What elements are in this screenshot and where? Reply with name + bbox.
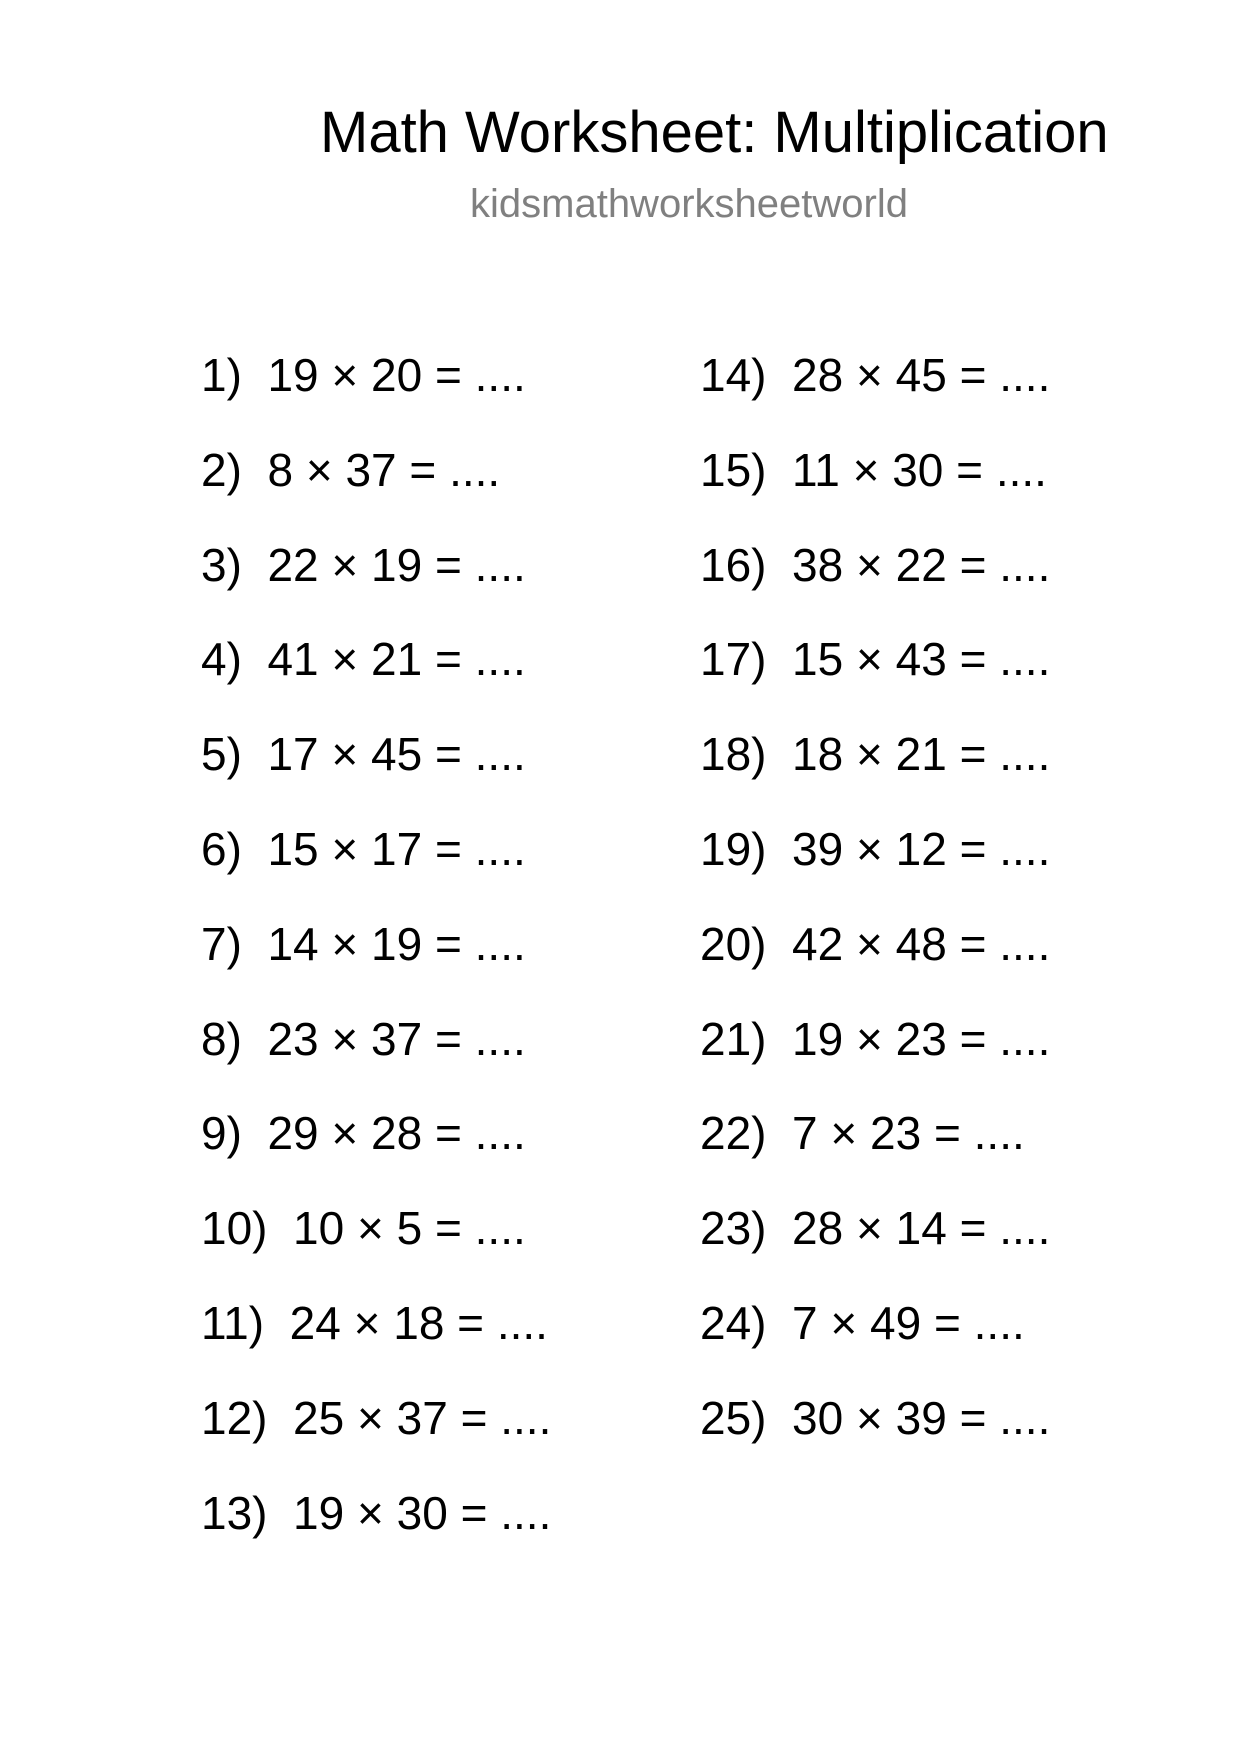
problem-number: 2) (201, 443, 242, 496)
problem-expression: 29 × 28 = .... (267, 1107, 526, 1160)
problem-item (700, 441, 1050, 536)
problem-item (700, 630, 1050, 725)
problem-number: 1) (201, 349, 242, 401)
problem-number: 3) (201, 538, 242, 591)
problem-expression: 38 × 22 = .... (792, 538, 1051, 591)
problem-item (700, 915, 1050, 1010)
problem-item (201, 915, 551, 1010)
problem-number: 16) (700, 538, 767, 591)
problem-expression: 19 × 20 = .... (267, 349, 526, 401)
problem-item (201, 1104, 551, 1199)
problem-number: 6) (201, 822, 242, 875)
problem-item (201, 536, 551, 631)
problem-expression: 15 × 43 = .... (792, 633, 1051, 686)
problem-expression: 7 × 23 = .... (792, 1107, 1025, 1160)
problem-item (700, 1104, 1050, 1199)
problem-expression: 25 × 37 = .... (293, 1391, 552, 1444)
problem-number: 8) (201, 1012, 242, 1065)
problem-expression: 30 × 39 = .... (792, 1391, 1051, 1444)
problem-column-right (700, 346, 1050, 1484)
problem-number: 23) (700, 1202, 767, 1255)
problem-item (700, 346, 1050, 441)
problem-item (700, 820, 1050, 915)
problem-item (700, 1389, 1050, 1484)
problem-column-left (201, 346, 551, 1578)
worksheet-title: Math Worksheet: Multiplication (320, 100, 1109, 165)
problem-item (201, 1484, 551, 1579)
problem-item (201, 1199, 551, 1294)
problem-expression: 28 × 45 = .... (792, 349, 1051, 401)
problem-item (700, 1294, 1050, 1389)
problem-number: 19) (700, 822, 767, 875)
problem-item (201, 630, 551, 725)
problem-expression: 11 × 30 = .... (792, 443, 1047, 496)
problem-item (201, 346, 551, 441)
problem-expression: 41 × 21 = .... (267, 633, 526, 686)
problem-number: 10) (201, 1202, 268, 1255)
problem-number: 5) (201, 728, 242, 781)
problem-number: 17) (700, 633, 767, 686)
problem-expression: 18 × 21 = .... (792, 728, 1051, 781)
problem-number: 14) (700, 349, 767, 401)
problem-item (201, 1294, 551, 1389)
problem-expression: 19 × 23 = .... (792, 1012, 1051, 1065)
problem-number: 25) (700, 1391, 767, 1444)
worksheet-source: kidsmathworksheetworld (470, 182, 908, 226)
problem-number: 20) (700, 917, 767, 970)
problem-number: 12) (201, 1391, 268, 1444)
problem-expression: 14 × 19 = .... (267, 917, 526, 970)
problem-item (700, 1010, 1050, 1105)
problem-expression: 19 × 30 = .... (293, 1486, 552, 1539)
problem-expression: 17 × 45 = .... (267, 728, 526, 781)
problem-expression: 39 × 12 = .... (792, 822, 1051, 875)
problem-number: 15) (700, 443, 767, 496)
problem-expression: 22 × 19 = .... (267, 538, 526, 591)
problem-expression: 28 × 14 = .... (792, 1202, 1051, 1255)
problem-number: 7) (201, 917, 242, 970)
problem-number: 4) (201, 633, 242, 686)
problem-item (201, 1389, 551, 1484)
problem-expression: 8 × 37 = .... (267, 443, 501, 496)
problem-expression: 42 × 48 = .... (792, 917, 1051, 970)
problem-item (700, 725, 1050, 820)
problem-number: 13) (201, 1486, 268, 1539)
problem-number: 21) (700, 1012, 767, 1065)
problem-expression: 24 × 18 = .... (289, 1296, 548, 1349)
problem-expression: 15 × 17 = .... (267, 822, 526, 875)
problem-item (201, 725, 551, 820)
problem-item (201, 1010, 551, 1105)
problem-number: 9) (201, 1107, 242, 1160)
problem-expression: 7 × 49 = .... (792, 1296, 1025, 1349)
problem-number: 22) (700, 1107, 767, 1160)
problem-expression: 10 × 5 = .... (293, 1202, 526, 1255)
problem-item (201, 441, 551, 536)
problem-number: 24) (700, 1296, 767, 1349)
problem-item (700, 536, 1050, 631)
problem-item (700, 1199, 1050, 1294)
problem-number: 18) (700, 728, 767, 781)
problem-number: 11) (201, 1296, 265, 1349)
problem-expression: 23 × 37 = .... (267, 1012, 526, 1065)
problem-item (201, 820, 551, 915)
